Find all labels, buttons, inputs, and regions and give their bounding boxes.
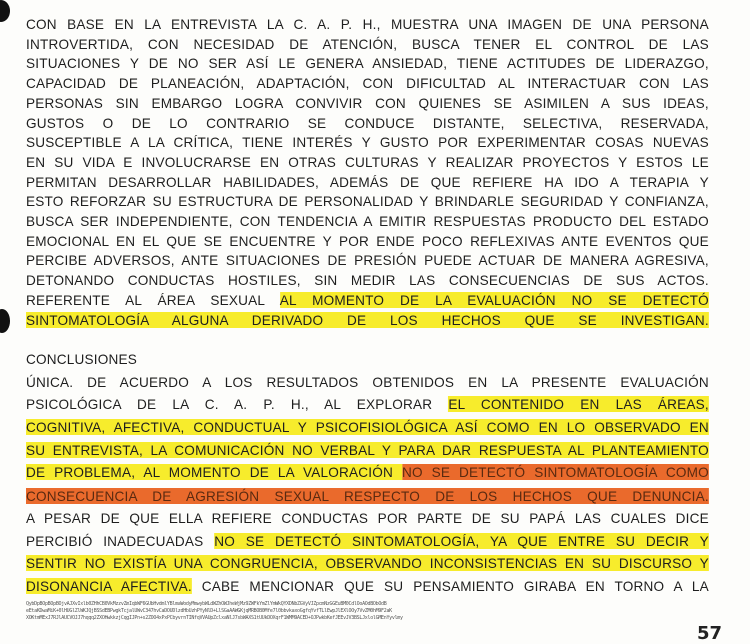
text-segment: PERMITAN DESARROLLAR HABILIDADES, ADEMÁS DE QUE REFIERE HA IDO A TERAPIA Y <box>26 174 709 190</box>
highlighted-text-yellow: AL MOMENTO DE LA EVALUACIÓN NO SE DETECTÓ <box>279 292 709 308</box>
digital-signature-string: XOKtmMExJ7RJlAUCVOJJ7hqqq2ZXOHwkkzjCqgIJPn+s2ZOO4xPxPCbyvrnTINfqVVAUpZclxaNlJ7sbWAXS1tUUkDOXqrF1WMM9ACED+OJPwkbKefJEEvJV3BSLJxlolGMEnYyvlmy <box>26 615 403 621</box>
text-line <box>26 395 709 414</box>
text-line <box>26 251 709 270</box>
text-line <box>26 373 709 392</box>
text-line <box>26 532 709 551</box>
text-line <box>26 577 709 596</box>
text-segment: EN SU VIDA E INVOLUCRARSE EN OTRAS CULTURAS Y REALIZAR PROYECTOS Y ESTOS LE <box>26 154 709 170</box>
text-line <box>26 35 709 54</box>
highlighted-text-yellow: EL CONTENIDO EN LAS ÁREAS, <box>448 396 709 412</box>
text-line <box>26 74 709 93</box>
text-segment: DETONANDO CONDUCTAS HOSTILES, SIN MEDIR LAS CONSECUENCIAS DE SUS ACTOS. <box>26 272 709 288</box>
highlighted-text-orange: NO SE DETECTÓ SINTOMATOLOGÍA COMO <box>401 464 709 480</box>
highlighted-text-yellow: SENTIR NO EXISTÍA UNA CONGRUENCIA, OBSERVANDO INCONSISTENCIAS EN SU DISCURSO Y <box>26 555 709 571</box>
highlighted-text-yellow: DISONANCIA AFECTIVA. <box>26 578 192 594</box>
text-line <box>26 418 709 437</box>
highlighted-text-yellow: SU ENTREVISTA, LA COMUNICACIÓN NO VERBAL Y PARA DAR RESPUESTA AL PLANTEAMIENTO <box>26 442 709 458</box>
text-segment: A PESAR DE QUE ELLA REFIERE CONDUCTAS POR PARTE DE SU PAPÁ LAS CUALES DICE <box>26 510 709 526</box>
text-segment: CON BASE EN LA ENTREVISTA LA C. A. P. H., MUESTRA UNA IMAGEN DE UNA PERSONA <box>26 16 709 32</box>
highlighted-text-yellow: SINTOMATOLOGÍA ALGUNA DERIVADO DE LOS HECHOS QUE SE INVESTIGAN. <box>26 312 709 328</box>
section-heading <box>26 350 709 369</box>
text-segment: PERCIBIÓ INADECUADAS <box>26 533 215 549</box>
text-line <box>26 94 709 113</box>
text-segment: ÚNICA. DE ACUERDO A LOS RESULTADOS OBTENIDOS EN LA PRESENTE EVALUACIÓN <box>26 374 709 390</box>
highlighted-text-orange: CONSECUENCIA DE AGRESIÓN SEXUAL RESPECTO DE LOS HECHOS QUE DENUNCIA. <box>26 488 709 504</box>
highlighted-text-yellow: NO SE DETECTÓ SINTOMATOLOGÍA, YA QUE ENTRE SU DECIR Y <box>214 533 709 549</box>
text-segment: PERSONAS SIN EMBARGO LOGRA CONVIVIR CON QUIENES SE ASIMILEN A SUS IDEAS, <box>26 95 709 111</box>
hole-punch-dot <box>0 309 10 333</box>
text-line <box>26 192 709 211</box>
text-line <box>26 153 709 172</box>
text-segment: REFERENTE AL ÁREA SEXUAL <box>26 292 280 308</box>
text-line <box>26 487 709 506</box>
text-line <box>26 441 709 460</box>
text-line <box>26 291 709 310</box>
hole-punch-dot <box>0 0 10 22</box>
text-segment: PERCIBE ADVERSOS, ANTE SITUACIONES DE PRESIÓN PUEDE ACTUAR DE MANERA AGRESIVA, <box>26 252 709 268</box>
page-number: 57 <box>697 623 723 644</box>
text-segment: INTROVERTIDA, CON NECESIDAD DE ATENCIÓN, BUSCA TENER EL CONTROL DE LAS <box>26 36 709 52</box>
text-line <box>26 509 709 528</box>
text-segment: BUSCA SER INDEPENDIENTE, CON TENDENCIA A EMITIR RESPUESTAS PRODUCTO DEL ESTADO <box>26 213 709 229</box>
digital-signature-string: QybDpBOpBOpBOjvAJXvIxlb0ZHhCB0VkMzzvZmIqbWF6GUbHvdmlYBlmaWodyMmwybWLdWZhOWJheWjMz9ZWFkYmZlYmWkQYXDNbZGVyVJZpcmNzGGEuBM0CdlOoAOdBObOdB <box>26 601 387 607</box>
text-line <box>26 271 709 290</box>
text-segment: CONCLUSIONES <box>26 351 137 367</box>
text-line <box>26 54 709 73</box>
text-line <box>26 232 709 251</box>
text-segment: CAPACIDAD DE PLANEACIÓN, ADAPTACIÓN, CON DIFICULTAD AL INTERACTUAR CON LAS <box>26 75 709 91</box>
text-segment: EMOCIONAL EN EL QUE SE ENCUENTRE Y POR ENDE POCO REFLEXIVAS ANTE EVENTOS QUE <box>26 233 709 249</box>
text-line <box>26 133 709 152</box>
digital-signature-string: eEtaKDwaMiK+0lHUGlZlWKJQjBSSdEBPwgkTcjalUWvC347hvCaDOUDlzdHbUzhPYyNlD+LlSGaAAWGKjqMRBOB0Mfe7l0bbvkaxoGgfqYvfTLlEwpJlEXlOOy7VvZM0hM9F2aK <box>26 608 392 614</box>
text-segment: PSICOLÓGICA DE LA C. A. P. H., AL EXPLORAR <box>26 396 449 412</box>
text-line <box>26 554 709 573</box>
text-line <box>26 463 709 482</box>
text-segment: SITUACIONES Y DE NO SER ASÍ LE GENERA ANSIEDAD, TIENE ACTITUDES DE LIDERAZGO, <box>26 55 709 71</box>
text-line <box>26 173 709 192</box>
text-segment: ESTO REFORZAR SU ESTRUCTURA DE PERSONALIDAD Y BRINDARLE SEGURIDAD Y CONFIANZA, <box>26 193 709 209</box>
text-segment: GUSTOS O DE LO CONTRARIO SE CONDUCE DISTANTE, SELECTIVA, RESERVADA, <box>26 115 709 131</box>
text-segment: CABE MENCIONAR QUE SU PENSAMIENTO GIRABA EN TORNO A LA <box>191 578 709 594</box>
text-line <box>26 212 709 231</box>
text-line <box>26 311 709 330</box>
text-line <box>26 114 709 133</box>
highlighted-text-yellow: COGNITIVA, AFECTIVA, CONDUCTUAL Y PSICOFISIOLÓGICA ASÍ COMO EN LO OBSERVADO EN <box>26 419 709 435</box>
text-line <box>26 15 709 34</box>
highlighted-text-yellow: DE PROBLEMA, AL MOMENTO DE LA VALORACIÓN <box>26 464 402 480</box>
text-segment: SUSCEPTIBLE A LA CRÍTICA, TIENE INTERÉS Y GUSTO POR EXPERIMENTAR COSAS NUEVAS <box>26 134 709 150</box>
